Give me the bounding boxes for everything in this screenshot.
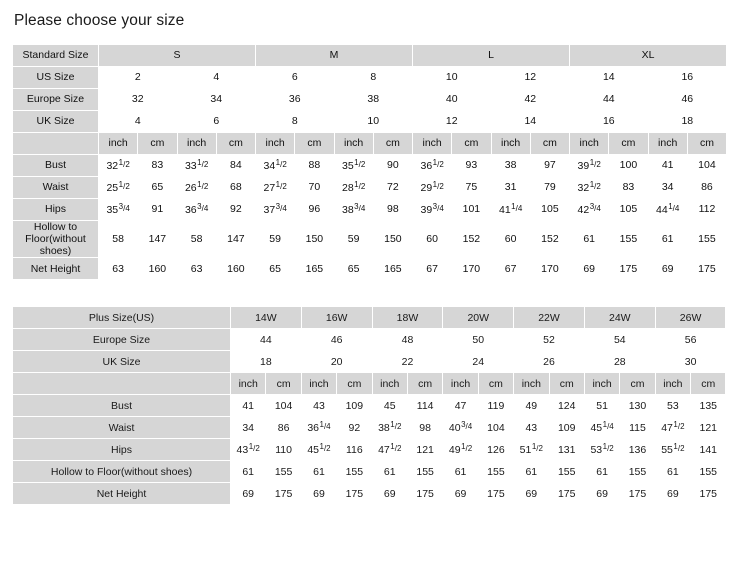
table-row (13, 351, 726, 373)
measure-value: 104 (687, 155, 726, 177)
measure-value: $26^1/2$ (177, 177, 216, 199)
measure-value: 104 (478, 417, 513, 439)
size-value: 18 (648, 111, 727, 133)
measure-value: 155 (620, 461, 655, 483)
measure-label: Hollow to Floor(without shoes) (13, 221, 99, 258)
row-label: Europe Size (13, 89, 99, 111)
size-value: 28 (584, 351, 655, 373)
measure-label: Waist (13, 177, 99, 199)
measure-row (13, 483, 726, 505)
measure-value: $33^1/2$ (177, 155, 216, 177)
size-value: 6 (177, 111, 256, 133)
measure-value: 135 (691, 395, 726, 417)
measure-value: 150 (373, 221, 412, 258)
measure-value: 69 (443, 483, 478, 505)
row-label: US Size (13, 67, 99, 89)
measure-value: 165 (373, 258, 412, 280)
unit-cm: cm (216, 133, 255, 155)
measure-value: 150 (295, 221, 334, 258)
measure-value: 79 (530, 177, 569, 199)
size-value: 44 (570, 89, 649, 111)
measure-value: 70 (295, 177, 334, 199)
measure-value: $40^3/4$ (443, 417, 478, 439)
measure-value: $34^1/2$ (256, 155, 295, 177)
measure-value: $35^3/4$ (99, 199, 138, 221)
measure-value: 86 (687, 177, 726, 199)
plus-size-22W: 22W (514, 307, 585, 329)
plus-size-20W: 20W (443, 307, 514, 329)
unit-cm: cm (138, 133, 177, 155)
measure-value: 175 (609, 258, 648, 280)
measure-value: $47^1/2$ (655, 417, 690, 439)
size-value: 10 (413, 67, 492, 89)
plus-header-row (13, 307, 726, 329)
row-label: UK Size (13, 351, 231, 373)
table-spacer (12, 280, 726, 306)
standard-size-header: Standard Size (13, 45, 99, 67)
measure-value: 96 (295, 199, 334, 221)
measure-value: 175 (691, 483, 726, 505)
unit-cm: cm (530, 133, 569, 155)
measure-value: 60 (413, 221, 452, 258)
measure-value: 47 (443, 395, 478, 417)
measure-value: 155 (478, 461, 513, 483)
measure-value: 67 (413, 258, 452, 280)
measure-row (13, 461, 726, 483)
size-value: 48 (372, 329, 443, 351)
measure-value: $53^1/2$ (584, 439, 619, 461)
measure-value: 61 (443, 461, 478, 483)
measure-value: 69 (372, 483, 407, 505)
measure-value: 65 (334, 258, 373, 280)
unit-cm: cm (452, 133, 491, 155)
unit-cm: cm (687, 133, 726, 155)
measure-value: 112 (687, 199, 726, 221)
measure-value: $39^3/4$ (413, 199, 452, 221)
measure-value: $32^1/2$ (99, 155, 138, 177)
measure-value: 121 (407, 439, 442, 461)
unit-inch: inch (443, 373, 478, 395)
unit-cm: cm (266, 373, 301, 395)
unit-cm: cm (620, 373, 655, 395)
unit-inch: inch (99, 133, 138, 155)
measure-value: 155 (407, 461, 442, 483)
measure-label: Hips (13, 199, 99, 221)
unit-inch: inch (334, 133, 373, 155)
measure-value: 41 (648, 155, 687, 177)
measure-value: 69 (570, 258, 609, 280)
measure-value: 100 (609, 155, 648, 177)
unit-inch: inch (514, 373, 549, 395)
unit-inch: inch (584, 373, 619, 395)
measure-value: $49^1/2$ (443, 439, 478, 461)
size-group-L: L (413, 45, 570, 67)
size-value: 24 (443, 351, 514, 373)
measure-value: 90 (373, 155, 412, 177)
measure-value: 58 (177, 221, 216, 258)
measure-value: 45 (372, 395, 407, 417)
size-value: 42 (491, 89, 570, 111)
size-value: 10 (334, 111, 413, 133)
standard-size-table (12, 44, 727, 280)
measure-row (13, 221, 727, 258)
measure-value: $51^1/2$ (514, 439, 549, 461)
measure-value: 175 (687, 258, 726, 280)
measure-value: 69 (655, 483, 690, 505)
measure-value: 160 (216, 258, 255, 280)
measure-value: $29^1/2$ (413, 177, 452, 199)
table-row (13, 67, 727, 89)
measure-value: 59 (334, 221, 373, 258)
size-value: 30 (655, 351, 726, 373)
measure-value: $39^1/2$ (570, 155, 609, 177)
measure-value: $43^1/2$ (231, 439, 266, 461)
measure-value: 58 (99, 221, 138, 258)
page-title: Please choose your size (14, 12, 185, 29)
measure-value: 83 (138, 155, 177, 177)
measure-value: $35^1/2$ (334, 155, 373, 177)
measure-value: $36^1/4$ (301, 417, 336, 439)
measure-value: 155 (687, 221, 726, 258)
size-group-S: S (99, 45, 256, 67)
measure-value: 61 (372, 461, 407, 483)
measure-value: 115 (620, 417, 655, 439)
size-value: 4 (99, 111, 178, 133)
measure-value: 69 (514, 483, 549, 505)
unit-row (13, 373, 726, 395)
measure-value: 98 (373, 199, 412, 221)
measure-value: $38^1/2$ (372, 417, 407, 439)
measure-value: 65 (256, 258, 295, 280)
table-header-row (13, 45, 727, 67)
unit-inch: inch (648, 133, 687, 155)
measure-value: 175 (337, 483, 372, 505)
measure-value: $55^1/2$ (655, 439, 690, 461)
measure-value: 69 (231, 483, 266, 505)
measure-value: 65 (138, 177, 177, 199)
measure-label: Net Height (13, 258, 99, 280)
measure-value: 109 (549, 417, 584, 439)
measure-value: 124 (549, 395, 584, 417)
measure-row (13, 417, 726, 439)
unit-cm: cm (691, 373, 726, 395)
measure-value: 131 (549, 439, 584, 461)
measure-label: Bust (13, 155, 99, 177)
size-value: 36 (256, 89, 335, 111)
measure-value: 155 (337, 461, 372, 483)
size-value: 8 (256, 111, 335, 133)
measure-value: 119 (478, 395, 513, 417)
measure-label: Net Height (13, 483, 231, 505)
measure-value: 165 (295, 258, 334, 280)
measure-row (13, 155, 727, 177)
size-value: 16 (570, 111, 649, 133)
measure-value: 141 (691, 439, 726, 461)
measure-value: 31 (491, 177, 530, 199)
measure-value: 97 (530, 155, 569, 177)
measure-value: 116 (337, 439, 372, 461)
unit-inch: inch (301, 373, 336, 395)
measure-value: 126 (478, 439, 513, 461)
measure-value: 104 (266, 395, 301, 417)
unit-cm: cm (478, 373, 513, 395)
measure-value: $41^1/4$ (491, 199, 530, 221)
size-value: 56 (655, 329, 726, 351)
measure-label: Waist (13, 417, 231, 439)
unit-cm: cm (373, 133, 412, 155)
measure-value: 92 (337, 417, 372, 439)
unit-inch: inch (372, 373, 407, 395)
measure-value: 61 (514, 461, 549, 483)
measure-value: 175 (407, 483, 442, 505)
plus-size-header: Plus Size(US) (13, 307, 231, 329)
measure-row (13, 177, 727, 199)
measure-value: 59 (256, 221, 295, 258)
measure-value: 110 (266, 439, 301, 461)
measure-value: 51 (584, 395, 619, 417)
measure-value: 121 (691, 417, 726, 439)
size-value: 26 (514, 351, 585, 373)
unit-row-label (13, 373, 231, 395)
measure-value: 63 (177, 258, 216, 280)
size-value: 8 (334, 67, 413, 89)
measure-value: 109 (337, 395, 372, 417)
size-value: 46 (648, 89, 727, 111)
measure-value: 43 (514, 417, 549, 439)
size-value: 38 (334, 89, 413, 111)
measure-value: 170 (452, 258, 491, 280)
measure-value: 49 (514, 395, 549, 417)
size-group-XL: XL (570, 45, 727, 67)
measure-value: 114 (407, 395, 442, 417)
measure-value: 152 (530, 221, 569, 258)
measure-label: Hips (13, 439, 231, 461)
unit-inch: inch (413, 133, 452, 155)
plus-size-16W: 16W (301, 307, 372, 329)
measure-value: 86 (266, 417, 301, 439)
unit-cm: cm (609, 133, 648, 155)
measure-value: $44^1/4$ (648, 199, 687, 221)
measure-value: 67 (491, 258, 530, 280)
measure-value: 101 (452, 199, 491, 221)
size-group-M: M (256, 45, 413, 67)
measure-value: 136 (620, 439, 655, 461)
measure-value: 41 (231, 395, 266, 417)
measure-row (13, 439, 726, 461)
measure-value: $42^3/4$ (570, 199, 609, 221)
measure-value: 175 (266, 483, 301, 505)
measure-value: $45^1/4$ (584, 417, 619, 439)
plus-size-14W: 14W (231, 307, 302, 329)
measure-value: 175 (620, 483, 655, 505)
unit-cm: cm (295, 133, 334, 155)
table-row (13, 329, 726, 351)
measure-value: 69 (301, 483, 336, 505)
size-value: 22 (372, 351, 443, 373)
measure-value: 105 (530, 199, 569, 221)
measure-value: $37^3/4$ (256, 199, 295, 221)
table-row (13, 111, 727, 133)
plus-size-26W: 26W (655, 307, 726, 329)
measure-value: $27^1/2$ (256, 177, 295, 199)
measure-value: 147 (216, 221, 255, 258)
measure-value: 160 (138, 258, 177, 280)
measure-value: 152 (452, 221, 491, 258)
measure-value: 155 (266, 461, 301, 483)
unit-inch: inch (231, 373, 266, 395)
unit-cm: cm (337, 373, 372, 395)
measure-value: $38^3/4$ (334, 199, 373, 221)
size-value: 44 (231, 329, 302, 351)
size-value: 14 (570, 67, 649, 89)
measure-row (13, 258, 727, 280)
measure-value: 155 (691, 461, 726, 483)
measure-value: 53 (655, 395, 690, 417)
unit-cm: cm (549, 373, 584, 395)
plus-size-24W: 24W (584, 307, 655, 329)
measure-value: 60 (491, 221, 530, 258)
measure-value: 43 (301, 395, 336, 417)
size-value: 50 (443, 329, 514, 351)
plus-size-table (12, 306, 726, 505)
measure-value: 175 (478, 483, 513, 505)
unit-inch: inch (256, 133, 295, 155)
measure-value: 61 (584, 461, 619, 483)
size-value: 16 (648, 67, 727, 89)
size-value: 54 (584, 329, 655, 351)
measure-value: 34 (648, 177, 687, 199)
measure-value: 72 (373, 177, 412, 199)
measure-label: Bust (13, 395, 231, 417)
measure-value: $36^1/2$ (413, 155, 452, 177)
size-value: 14 (491, 111, 570, 133)
size-value: 20 (301, 351, 372, 373)
size-value: 12 (413, 111, 492, 133)
measure-row (13, 395, 726, 417)
size-value: 4 (177, 67, 256, 89)
measure-value: 63 (99, 258, 138, 280)
measure-value: 147 (138, 221, 177, 258)
measure-value: $45^1/2$ (301, 439, 336, 461)
measure-value: 69 (584, 483, 619, 505)
measure-value: 84 (216, 155, 255, 177)
measure-value: 61 (648, 221, 687, 258)
measure-value: 170 (530, 258, 569, 280)
measure-value: 34 (231, 417, 266, 439)
measure-value: 83 (609, 177, 648, 199)
measure-value: 98 (407, 417, 442, 439)
measure-value: 88 (295, 155, 334, 177)
measure-value: 91 (138, 199, 177, 221)
measure-value: $28^1/2$ (334, 177, 373, 199)
size-value: 52 (514, 329, 585, 351)
measure-value: $36^3/4$ (177, 199, 216, 221)
measure-value: 75 (452, 177, 491, 199)
size-value: 2 (99, 67, 178, 89)
measure-value: 105 (609, 199, 648, 221)
unit-inch: inch (177, 133, 216, 155)
measure-value: 61 (231, 461, 266, 483)
size-value: 12 (491, 67, 570, 89)
measure-value: 92 (216, 199, 255, 221)
measure-value: 61 (301, 461, 336, 483)
measure-value: 38 (491, 155, 530, 177)
row-label: UK Size (13, 111, 99, 133)
measure-value: 61 (655, 461, 690, 483)
measure-value: 155 (549, 461, 584, 483)
size-value: 34 (177, 89, 256, 111)
measure-value: 61 (570, 221, 609, 258)
measure-value: $32^1/2$ (570, 177, 609, 199)
measure-value: 175 (549, 483, 584, 505)
size-value: 18 (231, 351, 302, 373)
measure-value: 93 (452, 155, 491, 177)
measure-label: Hollow to Floor(without shoes) (13, 461, 231, 483)
unit-inch: inch (655, 373, 690, 395)
measure-row (13, 199, 727, 221)
unit-cm: cm (407, 373, 442, 395)
measure-value: 155 (609, 221, 648, 258)
measure-value: 130 (620, 395, 655, 417)
size-value: 40 (413, 89, 492, 111)
measure-value: 69 (648, 258, 687, 280)
unit-inch: inch (491, 133, 530, 155)
unit-row (13, 133, 727, 155)
unit-row-label (13, 133, 99, 155)
unit-inch: inch (570, 133, 609, 155)
size-value: 46 (301, 329, 372, 351)
size-value: 6 (256, 67, 335, 89)
table-row (13, 89, 727, 111)
size-value: 32 (99, 89, 178, 111)
plus-size-18W: 18W (372, 307, 443, 329)
measure-value: $47^1/2$ (372, 439, 407, 461)
row-label: Europe Size (13, 329, 231, 351)
measure-value: 68 (216, 177, 255, 199)
measure-value: $25^1/2$ (99, 177, 138, 199)
